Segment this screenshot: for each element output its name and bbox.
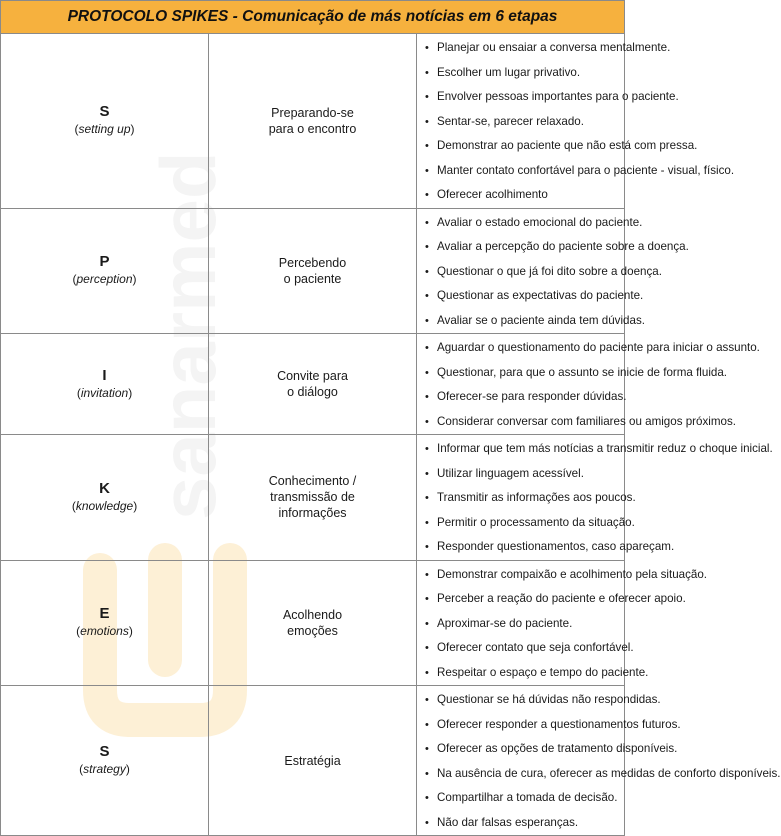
step-english-name: invitation xyxy=(80,385,129,400)
step-phase: Preparando-se para o encontro xyxy=(209,34,417,209)
step-action-item: • Respeitar o espaço e tempo do paciente. xyxy=(425,661,620,686)
paren-open: ( xyxy=(76,385,81,400)
step-row xyxy=(1,208,625,334)
paren-open: ( xyxy=(72,272,77,287)
step-actions-list xyxy=(425,36,735,208)
step-row xyxy=(1,560,625,686)
step-letter-cell xyxy=(1,334,209,435)
step-english-name: setting up xyxy=(78,122,131,137)
paren-open: ( xyxy=(71,498,76,513)
step-letter: I xyxy=(102,366,107,384)
step-row xyxy=(1,435,625,561)
step-letter: K xyxy=(99,479,110,497)
step-actions-list xyxy=(425,336,760,434)
step-letter: S xyxy=(99,103,110,121)
step-letter-cell xyxy=(1,560,209,686)
step-phase: Acolhendo emoções xyxy=(209,560,417,686)
step-action-item: • Perceber a reação do paciente e oferecer apoio. xyxy=(425,587,620,612)
paren-close: ) xyxy=(128,624,133,639)
step-action-item: • Oferecer-se para responder dúvidas. xyxy=(425,385,620,410)
step-row xyxy=(1,686,625,836)
step-action-item: • Sentar-se, parecer relaxado. xyxy=(425,110,620,135)
step-actions-cell xyxy=(417,334,760,435)
step-action-item: • Avaliar a percepção do paciente sobre a doença. xyxy=(425,235,620,260)
step-action-item: • Escolher um lugar privativo. xyxy=(425,61,620,86)
step-action-item: • Questionar o que já foi dito sobre a doença. xyxy=(425,260,620,285)
step-action-item: • Manter contato confortável para o paciente - visual, físico. xyxy=(425,159,620,184)
step-english-name: strategy xyxy=(83,762,126,776)
step-phase: Percebendo o paciente xyxy=(209,208,417,334)
step-letter: P xyxy=(99,253,110,271)
step-action-item: • Aproximar-se do paciente. xyxy=(425,612,620,637)
step-action-item: • Oferecer acolhimento xyxy=(425,183,620,208)
step-action-item: • Na ausência de cura, oferecer as medidas de conforto disponíveis. xyxy=(425,762,620,787)
paren-open: ( xyxy=(79,762,84,776)
step-action-item: • Demonstrar compaixão e acolhimento pela situação. xyxy=(425,563,620,588)
step-actions-cell xyxy=(417,34,735,209)
paren-close: ) xyxy=(125,762,130,776)
step-action-item: • Questionar se há dúvidas não respondidas. xyxy=(425,688,620,713)
step-action-item: • Aguardar o questionamento do paciente para iniciar o assunto. xyxy=(425,336,620,361)
step-letter-cell xyxy=(1,34,209,209)
step-letter-cell xyxy=(1,435,209,561)
table-title: PROTOCOLO SPIKES - Comunicação de más notícias em 6 etapas xyxy=(1,1,625,34)
step-action-item: • Não dar falsas esperanças. xyxy=(425,811,620,836)
step-action-item: • Avaliar o estado emocional do paciente. xyxy=(425,211,620,236)
step-letter: S xyxy=(99,743,110,760)
step-actions-cell xyxy=(417,560,708,686)
step-action-item: • Transmitir as informações aos poucos. xyxy=(425,486,620,511)
step-action-item: • Informar que tem más notícias a transmitir reduz o choque inicial. xyxy=(425,437,620,462)
step-action-item: • Utilizar linguagem acessível. xyxy=(425,462,620,487)
step-action-item: • Oferecer as opções de tratamento disponíveis. xyxy=(425,737,620,762)
step-actions-cell xyxy=(417,435,773,561)
step-action-item: • Avaliar se o paciente ainda tem dúvidas. xyxy=(425,309,620,334)
step-english-name: knowledge xyxy=(75,498,134,513)
step-action-item: • Questionar, para que o assunto se inicie de forma fluida. xyxy=(425,361,620,386)
step-letter: E xyxy=(99,605,110,623)
step-letter-cell xyxy=(1,208,209,334)
step-phase: Estratégia xyxy=(209,686,417,836)
step-row xyxy=(1,334,625,435)
step-actions-list xyxy=(425,211,689,334)
step-phase: Convite para o diálogo xyxy=(209,334,417,435)
watermark-wordmark: sanarmed xyxy=(144,151,232,520)
paren-open: ( xyxy=(74,122,79,137)
paren-close: ) xyxy=(128,385,133,400)
step-row xyxy=(1,34,625,209)
step-letter-cell xyxy=(1,686,209,836)
title-row xyxy=(1,1,625,34)
step-actions-list xyxy=(425,563,708,686)
step-action-item: • Oferecer responder a questionamentos futuros. xyxy=(425,713,620,738)
step-actions-list xyxy=(425,688,781,835)
paren-close: ) xyxy=(130,122,135,137)
step-action-item: • Oferecer contato que seja confortável. xyxy=(425,636,620,661)
step-phase: Conhecimento / transmissão de informações xyxy=(209,435,417,561)
step-english-name: perception xyxy=(76,272,133,287)
step-action-item: • Permitir o processamento da situação. xyxy=(425,511,620,536)
step-actions-cell xyxy=(417,208,689,334)
step-action-item: • Responder questionamentos, caso apareçam. xyxy=(425,535,620,560)
step-action-item: • Envolver pessoas importantes para o paciente. xyxy=(425,85,620,110)
step-action-item: • Considerar conversar com familiares ou amigos próximos. xyxy=(425,410,620,435)
step-action-item: • Compartilhar a tomada de decisão. xyxy=(425,786,620,811)
paren-close: ) xyxy=(132,272,137,287)
step-action-item: • Demonstrar ao paciente que não está com pressa. xyxy=(425,134,620,159)
paren-close: ) xyxy=(133,498,138,513)
step-action-item: • Planejar ou ensaiar a conversa mentalmente. xyxy=(425,36,620,61)
step-action-item: • Questionar as expectativas do paciente. xyxy=(425,284,620,309)
step-actions-cell xyxy=(417,686,781,836)
paren-open: ( xyxy=(76,624,81,639)
step-english-name: emotions xyxy=(80,624,129,639)
step-actions-list xyxy=(425,437,773,560)
